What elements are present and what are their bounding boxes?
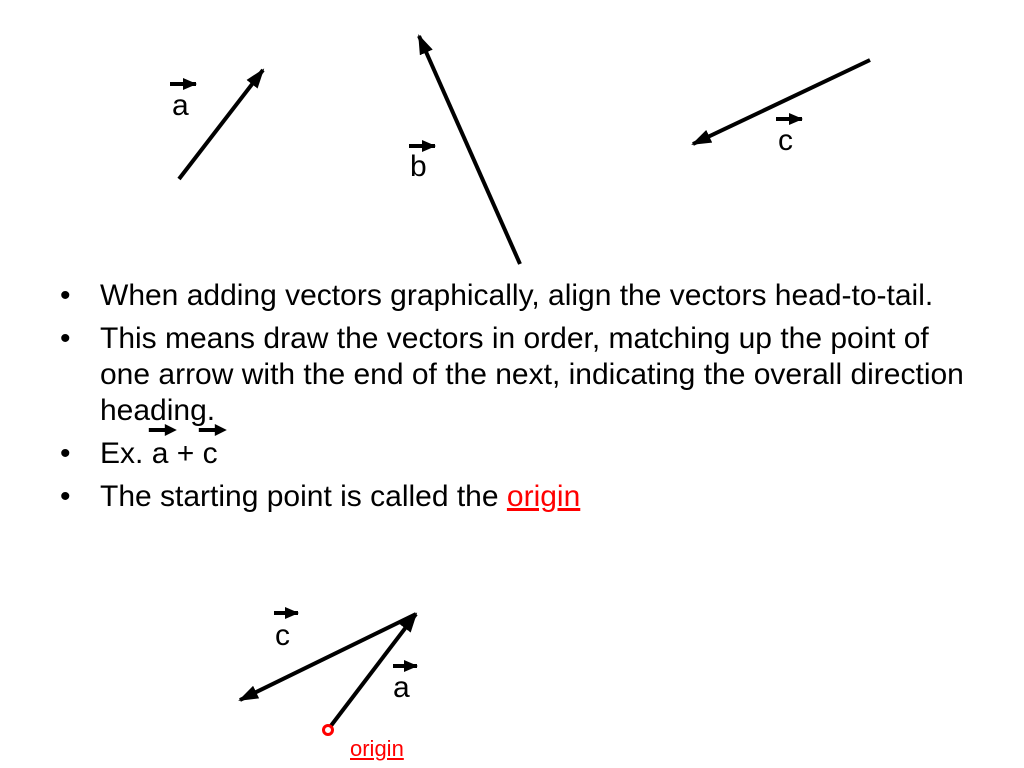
example-vector-a-label: a [151,437,169,470]
bullet-icon: • [60,437,71,470]
vector-a-arrow [179,70,263,179]
example-vector-c [203,436,218,472]
vector-b-label: b [410,150,427,183]
example-prefix: Ex. [100,437,144,470]
bullet-item [60,479,970,515]
bullet-text: When adding vectors graphically, align the vectors head-to-tail. [100,279,934,312]
example-vector-a [152,436,169,472]
origin-caption: origin [350,736,404,761]
sum-c-label: c [275,619,290,652]
sum-vector-c-arrow [240,614,416,700]
vector-b-arrow [419,36,520,264]
bullet-icon: • [60,279,71,312]
example-vector-c-label: c [202,437,218,470]
vector-c-label: c [778,124,793,157]
starting-point-text: The starting point is called the [100,480,499,513]
example-operator: + [176,437,195,470]
bullet-icon: • [60,322,71,355]
bullet-text: This means draw the vectors in order, matching up the point of one arrow with the end of the next, indicating the overall direction heading. [100,322,964,427]
vector-arrow-icon [199,424,227,436]
bullet-example [60,436,970,472]
origin-marker [324,726,333,735]
bullet-icon: • [60,480,71,513]
origin-link[interactable]: origin [506,480,581,513]
vector-a-label: a [172,89,189,122]
bullet-item [60,278,970,314]
sum-a-label: a [393,671,410,704]
bullet-list [60,278,970,522]
bullet-item [60,321,970,429]
vector-arrow-icon [149,424,177,436]
